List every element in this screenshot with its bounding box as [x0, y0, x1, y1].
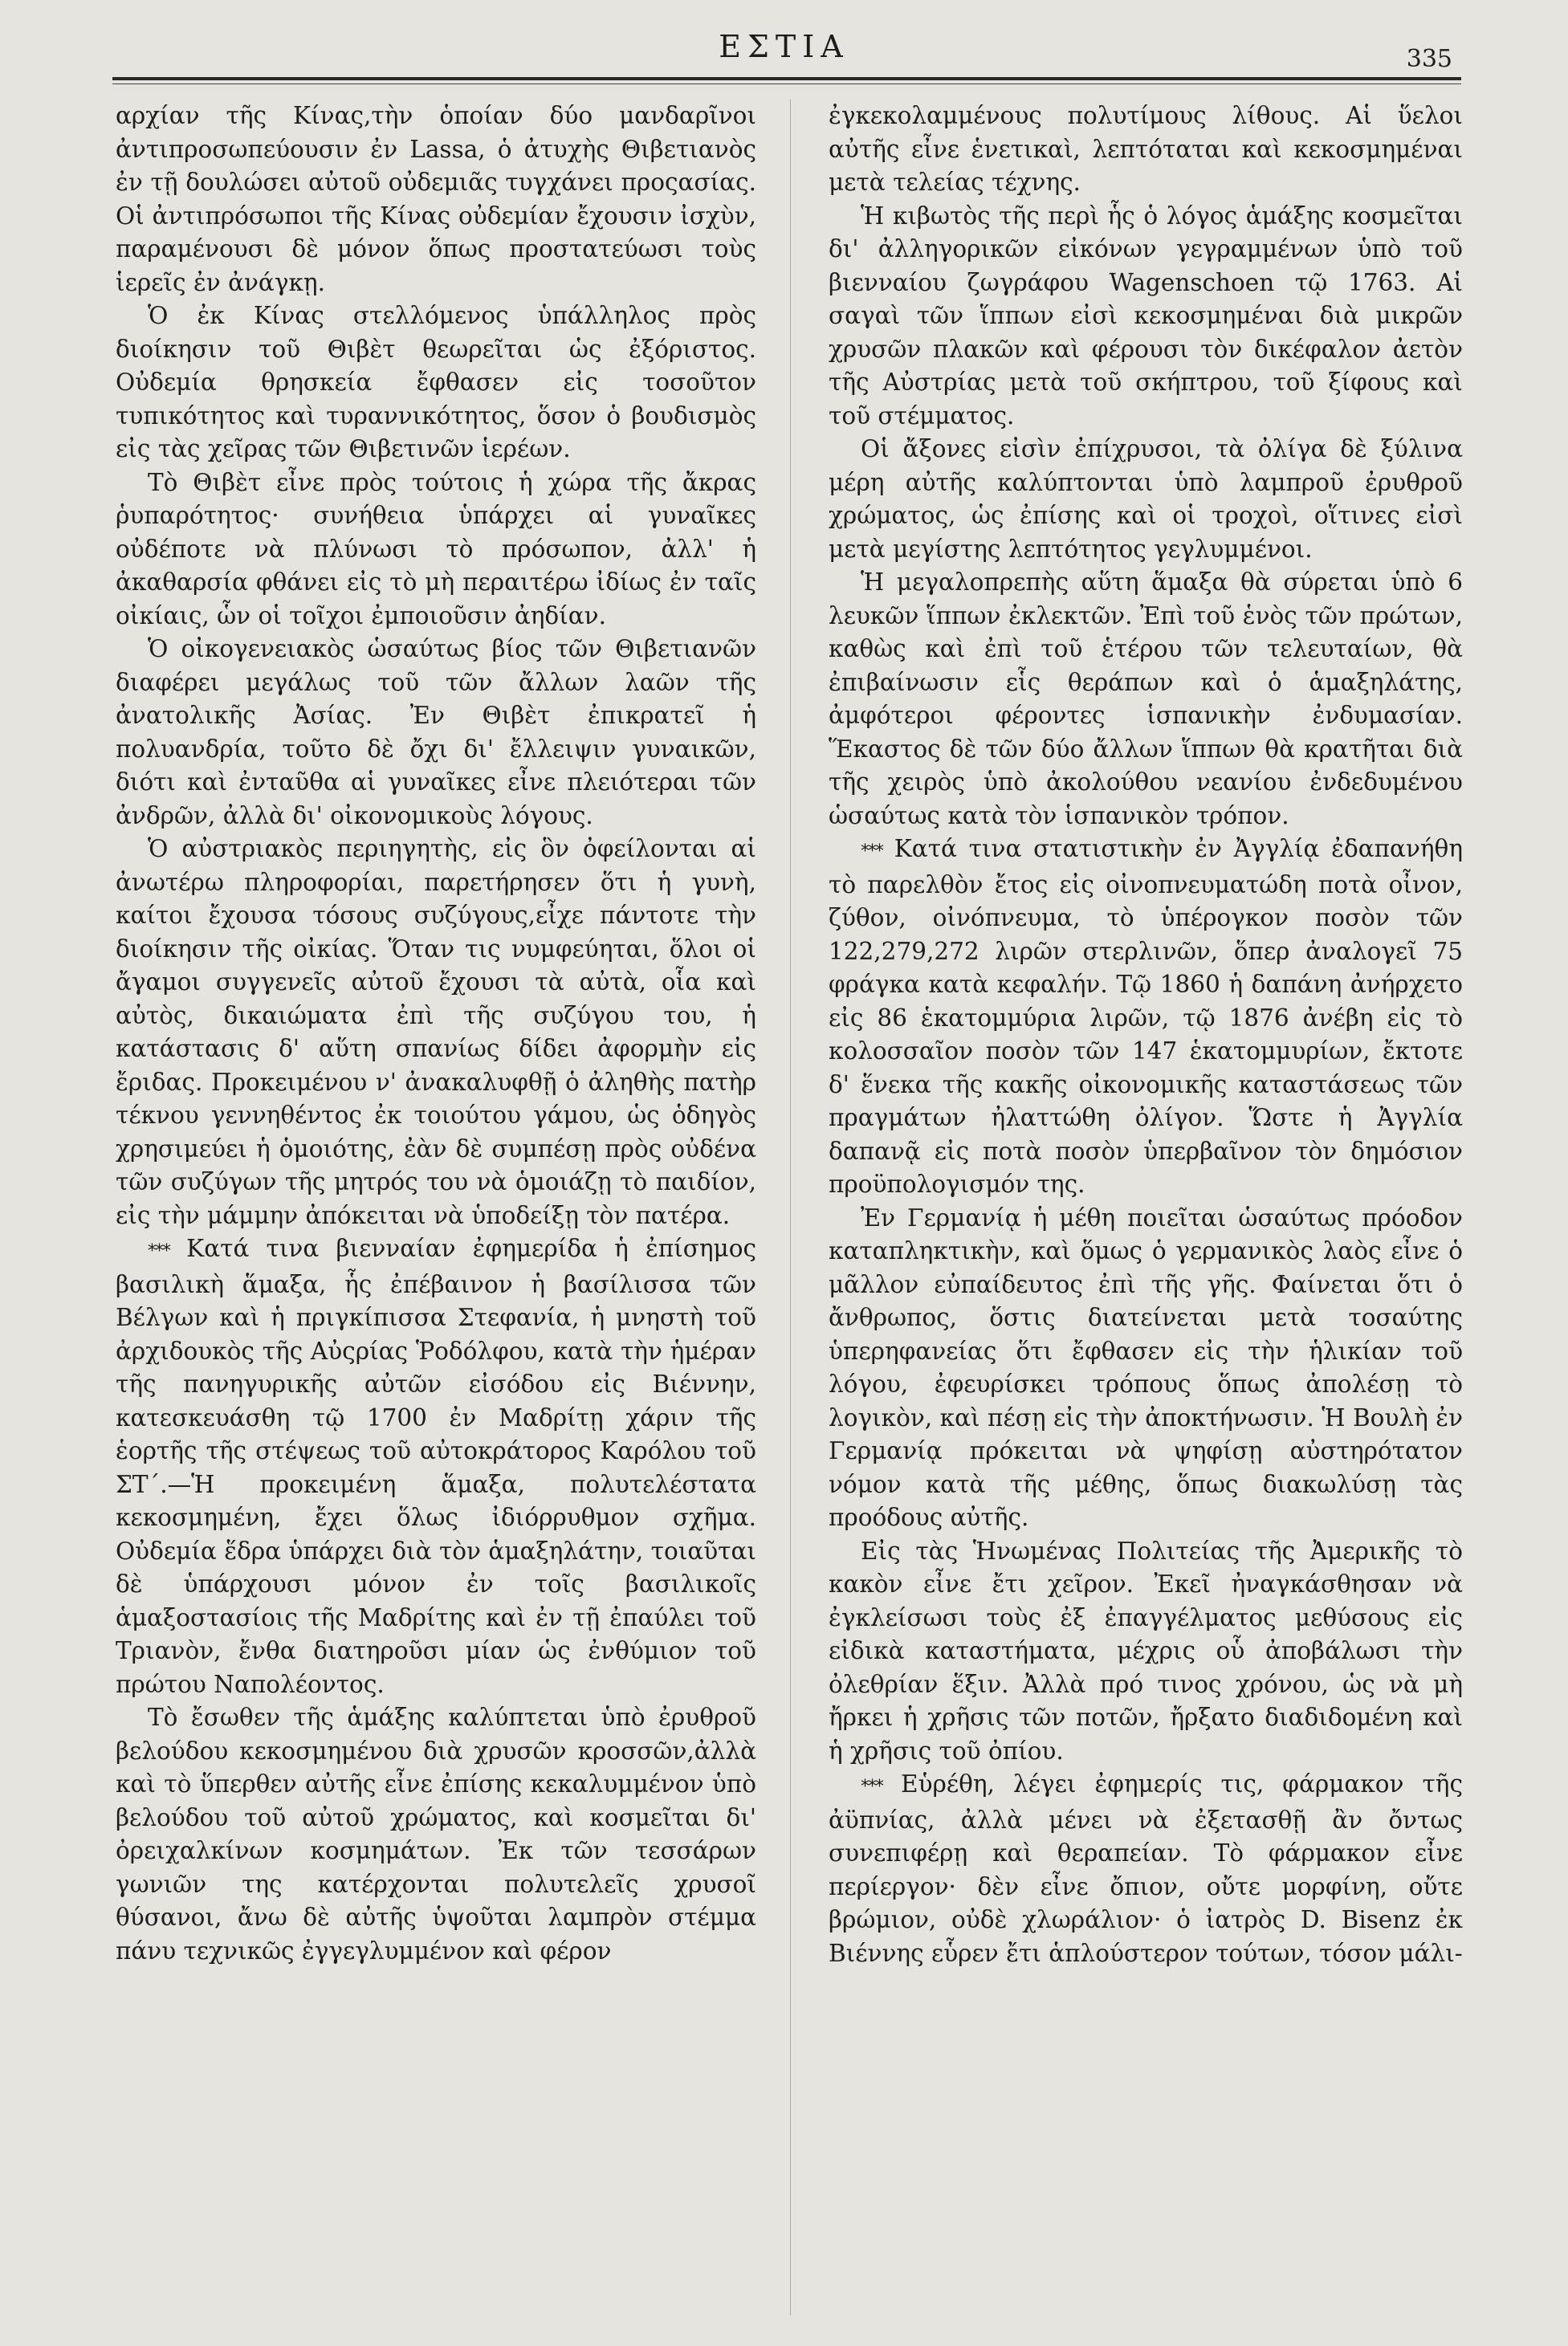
paragraph-text: Ὁ αὐστριακὸς περιηγητὴς, εἰς ὃν ὀφείλονται αἱ ἀνωτέρω πληροφορίαι, παρετήρησεν ὅτι ἡ γυνὴ, καίτοι ἔχουσα τόσους συζύγους,εἶχε πάντοτε τὴν διοίκησιν τῆς οἰκίας. Ὅταν τις νυμφεύηται, ὅλοι οἱ ἄγαμοι συγγενεῖς αὐτοῦ ἔχουσι τὰ αὐτὰ, οἷα καὶ αὐτὸς, δικαιώματα ἐπὶ τῆς συζύγου του, ἡ κατάστασις δ' αὕτη σπανίως δίδει ἀφορμὴν εἰς ἔριδας. Προκειμένου ν' ἀνακαλυφθῇ ὁ ἀληθὴς πατὴρ τέκνου γεννηθέντος ἐκ τοιούτου γάμου, ὡς ὁδηγὸς χρησιμεύει ἡ ὁμοιότης, ἐὰν δὲ συμπέσῃ πρὸς οὐδένα τῶν συζύγων τῆς μητρός του νὰ ὁμοιάζῃ τὸ παιδίον, εἰς τὴν μάμμην ἀπόκειται νὰ ὑποδείξῃ τὸν πατέρα. — [116, 835, 756, 1229]
paragraph-text: Τὸ ἔσωθεν τῆς ἁμάξης καλύπτεται ὑπὸ ἐρυθροῦ βελούδου κεκοσμημένου διὰ χρυσῶν κροσσῶν,ἀλλὰ καὶ τὸ ὕπερθεν αὐτῆς εἶνε ἐπίσης κεκαλυμμένον ὑπὸ βελούδου τοῦ αὐτοῦ χρώματος, καὶ κοσμεῖται δι' ὀρειχαλκίνων κοσμημάτων. Ἐκ τῶν τεσσάρων γωνιῶν της κατέρχονται πολυτελεῖς χρυσοῖ θύσανοι, ἄνω δὲ αὐτῆς ὑψοῦται λαμπρὸν στέμμα πάνυ τεχνικῶς ἐγγεγλυμμένον καὶ φέρον — [116, 1704, 756, 1965]
paragraph — [829, 1535, 1463, 1769]
right-column — [829, 100, 1463, 1970]
page-number: 335 — [1406, 45, 1452, 73]
paragraph-text: Ἡ μεγαλοπρεπὴς αὕτη ἅμαξα θὰ σύρεται ὑπὸ 6 λευκῶν ἵππων ἐκλεκτῶν. Ἐπὶ τοῦ ἑνὸς τῶν πρώτων, καθὼς καὶ ἐπὶ τοῦ ἑτέρου τῶν τελευταίων, θὰ ἐπιβαίνωσιν εἷς θεράπων καὶ ὁ ἁμαξηλάτης, ἀμφότεροι φέροντες ἱσπανικὴν ἐνδυμασίαν. Ἕκαστος δὲ τῶν δύο ἄλλων ἵππων θὰ κρατῆται διὰ τῆς χειρὸς ὑπὸ ἀκολούθου νεανίου ἐνδεδυμένου ὡσαύτως κατὰ τὸν ἱσπανικὸν τρόπον. — [829, 568, 1463, 829]
paragraph — [116, 299, 756, 466]
paragraph — [116, 1232, 756, 1701]
journal-title: ΕΣΤΙΑ — [719, 29, 849, 64]
paragraph — [116, 633, 756, 833]
paragraph — [829, 833, 1463, 1202]
paragraph — [829, 1202, 1463, 1535]
header-rule — [112, 77, 1461, 80]
paragraph-text: Οἱ ἄξονες εἰσὶν ἐπίχρυσοι, τὰ ὀλίγα δὲ ξύλινα μέρη αὐτῆς καλύπτονται ὑπὸ λαμπροῦ ἐρυθροῦ χρώματος, ὡς ἐπίσης καὶ οἱ τροχοὶ, οἵτινες εἰσὶ μετὰ μεγίστης λεπτότητος γεγλυμμένοι. — [829, 435, 1463, 563]
paragraph — [116, 466, 756, 633]
paragraph — [829, 566, 1463, 833]
header-rule-thin — [112, 83, 1461, 84]
left-column — [116, 100, 756, 1968]
section-mark: *** — [861, 841, 882, 861]
paragraph — [829, 100, 1463, 200]
paragraph-text: Εὑρέθη, λέγει ἐφημερίς τις, φάρμακον τῆς ἀϋπνίας, ἀλλὰ μένει νὰ ἐξετασθῇ ἂν ὄντως συνεπιφέρῃ καὶ θεραπείαν. Τὸ φάρμακον εἶνε περίεργον· δὲν εἶνε ὄπιον, οὔτε μορφίνη, οὔτε βρώμιον, οὐδὲ χλωράλιον· ὁ ἰατρὸς D. Bisenz ἐκ Βιέννης εὗρεν ἔτι ἁπλούστερον τούτων, τόσον μάλι- — [829, 1770, 1463, 1967]
paragraph-text: Ἐν Γερμανίᾳ ἡ μέθη ποιεῖται ὡσαύτως πρόοδον καταπληκτικὴν, καὶ ὅμως ὁ γερμανικὸς λαὸς εἶνε ὁ μᾶλλον εὐπαίδευτος ἐπὶ τῆς γῆς. Φαίνεται ὅτι ὁ ἄνθρωπος, ὅστις διατείνεται μετὰ τοσαύτης ὑπερηφανείας ὅτι ἔφθασεν εἰς τὴν ἡλικίαν τοῦ λόγου, ἐφευρίσκει τρόπους ὅπως ἀπολέσῃ τὸ λογικὸν, καὶ πέσῃ εἰς τὴν ἀποκτήνωσιν. Ἡ Βουλὴ ἐν Γερμανίᾳ πρόκειται νὰ ψηφίσῃ αὐστηρότατον νόμον κατὰ τῆς μέθης, ὅπως διακωλύσῃ τὰς προόδους αὐτῆς. — [829, 1204, 1463, 1531]
paragraph — [116, 1701, 756, 1968]
paragraph-text: Ὁ οἰκογενειακὸς ὡσαύτως βίος τῶν Θιβετιανῶν διαφέρει μεγάλως τοῦ τῶν ἄλλων λαῶν τῆς ἀνατολικῆς Ἀσίας. Ἐν Θιβὲτ ἐπικρατεῖ ἡ πολυανδρία, τοῦτο δὲ ὄχι δι' ἔλλειψιν γυναικῶν, διότι καὶ ἐνταῦθα αἱ γυναῖκες εἶνε πλειότεραι τῶν ἀνδρῶν, ἀλλὰ δι' οἰκονομικοὺς λόγους. — [116, 635, 756, 829]
paragraph-text: αρχίαν τῆς Κίνας,τὴν ὁποίαν δύο μανδαρῖνοι ἀντιπροσωπεύουσιν ἐν Lassa, ὁ ἀτυχὴς Θιβετιανὸς ἐν τῇ δουλώσει αὐτοῦ οὐδεμιᾶς τυγχάνει προςασίας. Οἱ ἀντιπρόσωποι τῆς Κίνας οὐδεμίαν ἔχουσιν ἰσχὺν, παραμένουσι δὲ μόνον ὅπως προστατεύωσι τοὺς ἱερεῖς ἐν ἀνάγκῃ. — [116, 102, 756, 296]
paragraph — [829, 200, 1463, 434]
paragraph-text: Κατά τινα βιενναίαν ἐφημερίδα ἡ ἐπίσημος βασιλικὴ ἅμαξα, ἧς ἐπέβαινον ἡ βασίλισσα τῶν Βέλγων καὶ ἡ πριγκίπισσα Στεφανία, ἡ μνηστὴ τοῦ ἀρχιδουκὸς τῆς Αὐςρίας Ῥοδόλφου, κατὰ τὴν ἡμέραν τῆς πανηγυρικῆς αὐτῶν εἰσόδου εἰς Βιέννην, κατεσκευάσθη τῷ 1700 ἐν Μαδρίτῃ χάριν τῆς ἑορτῆς τῆς στέψεως τοῦ αὐτοκράτορος Καρόλου τοῦ ΣΤ΄.—Ἡ προκειμένη ἅμαξα, πολυτελέστατα κεκοσμημένη, ἔχει ὅλως ἰδιόρρυθμον σχῆμα. Οὐδεμία ἕδρα ὑπάρχει διὰ τὸν ἁμαξηλάτην, τοιαῦται δὲ ὑπάρχουσι μόνον ἐν τοῖς βασιλικοῖς ἁμαξοστασίοις τῆς Μαδρίτης καὶ ἐν τῇ ἐπαύλει τοῦ Τριανὸν, ἔνθα διατηροῦσι μίαν ὡς ἐνθύμιον τοῦ πρώτου Ναπολέοντος. — [116, 1235, 756, 1698]
text-columns — [116, 100, 1464, 2324]
section-mark: *** — [148, 1241, 169, 1261]
paragraph-text: ἐγκεκολαμμένους πολυτίμους λίθους. Αἱ ὕελοι αὐτῆς εἶνε ἑνετικαὶ, λεπτόταται καὶ κεκοσμημέναι μετὰ τελείας τέχνης. — [829, 102, 1463, 196]
paragraph — [829, 433, 1463, 566]
paragraph-text: Κατά τινα στατιστικὴν ἐν Ἀγγλίᾳ ἐδαπανήθη τὸ παρελθὸν ἔτος εἰς οἰνοπνευματώδη ποτὰ οἶνον, ζύθον, οἰνόπνευμα, τὸ ὑπέρογκον ποσὸν τῶν 122,279,272 λιρῶν στερλινῶν, ὅπερ ἀναλογεῖ 75 φράγκα κατὰ κεφαλήν. Τῷ 1860 ἡ δαπάνη ἀνήρχετο εἰς 86 ἑκατομμύρια λιρῶν, τῷ 1876 ἀνέβη εἰς τὸ κολοσσαῖον ποσὸν τῶν 147 ἑκατομμυρίων, ἔκτοτε δ' ἕνεκα τῆς κακῆς οἰκονομικῆς καταστάσεως τῶν πραγμάτων ἠλαττώθη ὀλίγον. Ὥστε ἡ Ἀγγλία δαπανᾷ εἰς ποτὰ ποσὸν ὑπερβαῖνον τὸν δημόσιον προϋπολογισμόν της. — [829, 835, 1463, 1198]
paragraph — [116, 100, 756, 299]
column-divider — [790, 100, 791, 2315]
section-mark: *** — [861, 1777, 882, 1797]
paragraph — [829, 1768, 1463, 1970]
paragraph-text: Ὁ ἐκ Κίνας στελλόμενος ὑπάλληλος πρὸς διοίκησιν τοῦ Θιβὲτ θεωρεῖται ὡς ἐξόριστος. Οὐδεμία θρησκεία ἔφθασεν εἰς τοσοῦτον τυπικότητος καὶ τυραννικότητος, ὅσον ὁ βουδισμὸς εἰς τὰς χεῖρας τῶν Θιβετινῶν ἱερέων. — [116, 302, 756, 462]
running-head — [0, 0, 1568, 96]
paragraph-text: Ἡ κιβωτὸς τῆς περὶ ἧς ὁ λόγος ἁμάξης κοσμεῖται δι' ἀλληγορικῶν εἰκόνων γεγραμμένων ὑπὸ τοῦ βιενναίου ζωγράφου Wagenschoen τῷ 1763. Αἱ σαγαὶ τῶν ἵππων εἰσὶ κεκοσμημέναι διὰ μικρῶν χρυσῶν πλακῶν καὶ φέρουσι τὸν δικέφαλον ἀετὸν τῆς Αὐστρίας μετὰ τοῦ σκήπτρου, τοῦ ξίφους καὶ τοῦ στέμματος. — [829, 202, 1463, 430]
paragraph-text: Τὸ Θιβὲτ εἶνε πρὸς τούτοις ἡ χώρα τῆς ἄκρας ῥυπαρότητος· συνήθεια ὑπάρχει αἱ γυναῖκες οὐδέποτε νὰ πλύνωσι τὸ πρόσωπον, ἀλλ' ἡ ἀκαθαρσία φθάνει εἰς τὸ μὴ περαιτέρω ἰδίως ἐν ταῖς οἰκίαις, ὧν οἱ τοῖχοι ἐμποιοῦσιν ἀηδίαν. — [116, 468, 756, 629]
paragraph-text: Εἰς τὰς Ἡνωμένας Πολιτείας τῆς Ἀμερικῆς τὸ κακὸν εἶνε ἔτι χεῖρον. Ἐκεῖ ἠναγκάσθησαν νὰ ἐγκλείσωσι τοὺς ἐξ ἐπαγγέλματος μεθύσους εἰς εἰδικὰ καταστήματα, μέχρις οὗ ἀποβάλωσι τὴν ὀλεθρίαν ἕξιν. Ἀλλὰ πρό τινος χρόνου, ὡς νὰ μὴ ἤρκει ἡ χρῆσις τῶν ποτῶν, ἤρξατο διαδιδομένη καὶ ἡ χρῆσις τοῦ ὀπίου. — [829, 1537, 1463, 1765]
paragraph — [116, 833, 756, 1232]
